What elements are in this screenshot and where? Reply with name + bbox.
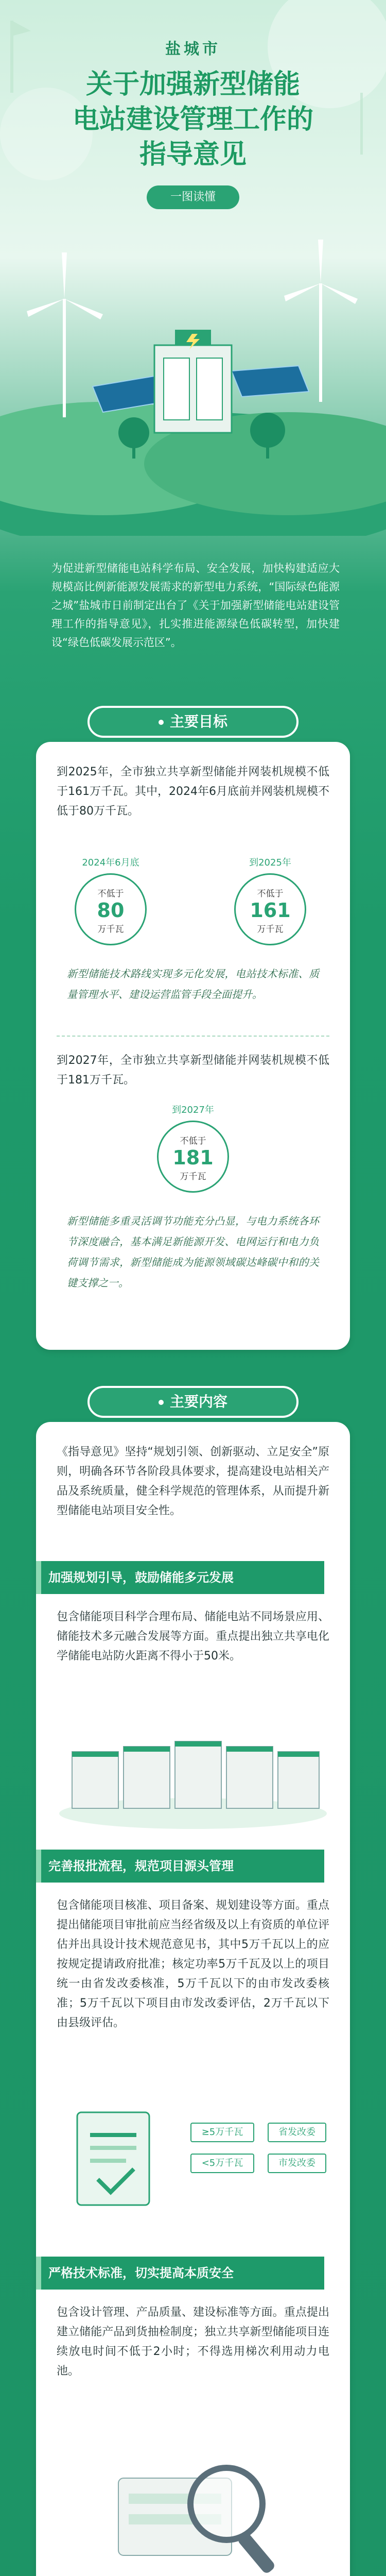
city-name: 盐城市: [165, 40, 221, 58]
flow-approver-province: 省发改委: [268, 2123, 326, 2142]
section-heading-content: [87, 1386, 299, 1418]
circle-3-year: 到2027年: [172, 1105, 214, 1115]
flow-approver-city: 市发改委: [268, 2154, 326, 2173]
subsection-2-text: 包含储能项目核准、项目备案、规划建设等方面。重点提出储能项目审批前应当经省级及以上有资质的单位评估并出具设计技术规范意见书，其中5万千瓦以上的应按规定提请政府批准；核定功率5万千瓦及以上的项目统一由省发改委核准，5万千瓦以下的由市发改委核准；5万千瓦以下项目由市发改委评估，2万千瓦以下由县级评估。: [57, 1899, 329, 2029]
circle-1-prefix: 不低于: [97, 889, 124, 899]
hero-illustration: [0, 216, 386, 536]
circle-2-unit: 万千瓦: [257, 924, 284, 935]
subtitle-badge: 一图读懂: [147, 185, 239, 209]
goals-italic-2: 新型储能多重灵活调节功能充分凸显，与电力系统各环节深度融合，基本满足新能源开发、电网运行和电力负荷调节需求，新型储能成为能源领域碳达峰碳中和的关键支撑之一。: [67, 1215, 319, 1289]
divider: [57, 1036, 329, 1037]
circle-3-prefix: 不低于: [180, 1136, 206, 1146]
storage-station-illustration: [51, 1710, 335, 1834]
section-heading-goals: [87, 706, 299, 738]
title-line-3: 指导意见: [139, 139, 247, 170]
goal-circle-2025: [234, 873, 306, 945]
circle-1-unit: 万千瓦: [97, 924, 124, 935]
bullet-icon: [159, 720, 164, 725]
magnifier-inspection-illustration: [98, 2447, 293, 2576]
storage-cabinet-icon: [154, 330, 232, 433]
subsection-3-text: 包含设计管理、产品质量、建设标准等方面。重点提出建立储能产品到货抽检制度；独立共享新型储能项目连续放电时间不低于2小时；不得选用梯次利用动力电池。: [57, 2306, 329, 2378]
goals-italic-1: 新型储能技术路线实现多元化发展，电站技术标准、质量管理水平、建设运营监管手段全面提升。: [67, 968, 319, 1001]
circle-2-year: 到2025年: [249, 857, 291, 868]
goals-paragraph-2: 到2027年，全市独立共享新型储能并网装机规模不低于181万千瓦。: [57, 1054, 329, 1087]
circle-3-value: 181: [172, 1146, 214, 1169]
intro-text: 为促进新型储能电站科学布局、安全发展，加快构建适应大规模高比例新能源发展需求的新型电力系统，“国际绿色能源之城”盐城市日前制定出台了《关于加强新型储能电站建设管理工作的指导意见》，扎实推进能源绿色低碳转型，加快建设“绿色低碳发展示范区”。: [51, 562, 340, 649]
goal-circle-2027: [157, 1121, 229, 1193]
circle-1-value: 80: [97, 899, 125, 922]
goals-card: [36, 742, 350, 1350]
goal-circle-2024: [75, 873, 147, 945]
content-intro: 《指导意见》坚持“规划引领、创新驱动、立足安全”原则，明确各环节各阶段具体要求，提高建设电站相关产品及系统质量，健全科学规范的管理体系，从而提升新型储能电站项目安全性。: [57, 1446, 329, 1517]
content-heading-text: 主要内容: [169, 1393, 227, 1410]
circle-3-unit: 万千瓦: [180, 1172, 206, 1182]
content-card: [36, 1422, 350, 2576]
main-title: [31, 67, 355, 172]
goals-heading-text: 主要目标: [169, 713, 227, 730]
goals-paragraph-1: 到2025年，全市独立共享新型储能并网装机规模不低于161万千瓦。其中，2024年6月底前并网装机规模不低于80万千瓦。: [57, 766, 329, 818]
subsection-bar-3: 严格技术标准，切实提高本质安全: [36, 2257, 324, 2290]
flow-threshold-low: <5万千瓦: [190, 2154, 254, 2173]
subsection-1-text: 包含储能项目科学合理布局、储能电站不同场景应用、储能技术多元融合发展等方面。重点提出独立共享电化学储能电站防火距离不得小于50米。: [57, 1611, 329, 1663]
title-line-1: 关于加强新型储能: [85, 69, 300, 100]
subsection-bar-2: 完善报批流程，规范项目源头管理: [36, 1850, 324, 1883]
bullet-icon: [159, 1400, 164, 1405]
circle-2-prefix: 不低于: [257, 889, 284, 899]
title-line-2: 电站建设管理工作的: [72, 104, 313, 135]
subsection-bar-1: 加强规划引导，鼓励储能多元发展: [36, 1561, 324, 1594]
circle-2-value: 161: [250, 899, 291, 922]
flow-threshold-high: ≥5万千瓦: [190, 2123, 254, 2142]
document-check-icon: [67, 2102, 170, 2221]
circle-1-year: 2024年6月底: [82, 857, 139, 868]
